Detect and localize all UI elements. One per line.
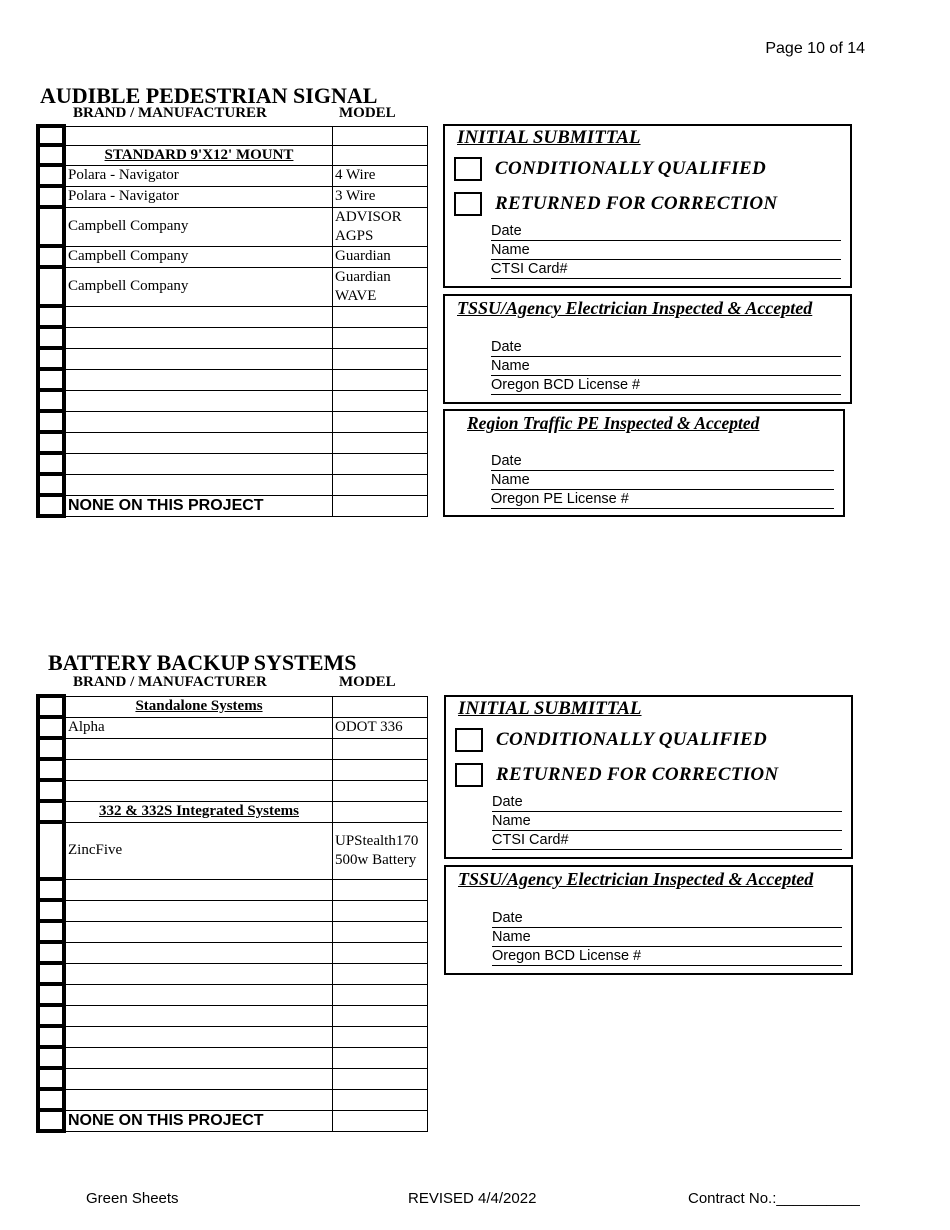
aps-region-name-field[interactable]: Name: [491, 472, 834, 490]
brand-cell: [64, 306, 333, 327]
aps-is-ctsi-card-field[interactable]: CTSI Card#: [491, 261, 841, 279]
model-cell: [333, 801, 428, 822]
brand-cell: [64, 432, 333, 453]
aps-tssu-box: [443, 294, 852, 404]
model-cell: [333, 1089, 428, 1110]
brand-cell: [64, 963, 333, 984]
brand-cell: [64, 1026, 333, 1047]
row-checkbox[interactable]: [38, 186, 64, 207]
brand-cell: [64, 1005, 333, 1026]
model-cell: [333, 411, 428, 432]
model-cell: [333, 1005, 428, 1026]
table-row: [38, 306, 428, 327]
model-cell: [333, 984, 428, 1005]
bbs-is-name-field[interactable]: Name: [492, 813, 842, 831]
table-row: [38, 348, 428, 369]
table-row: [38, 1068, 428, 1089]
table-row: [38, 1089, 428, 1110]
row-checkbox[interactable]: [38, 495, 64, 516]
model-cell: [333, 145, 428, 165]
model-cell: [333, 495, 428, 516]
row-checkbox[interactable]: [38, 453, 64, 474]
table-row: [38, 717, 428, 738]
brand-cell: [64, 942, 333, 963]
row-checkbox[interactable]: [38, 1089, 64, 1110]
aps-initial-submittal-title: INITIAL SUBMITTAL: [457, 127, 641, 148]
bbs-model-header: MODEL: [339, 674, 396, 690]
model-cell: [333, 432, 428, 453]
brand-cell: ZincFive: [64, 822, 333, 879]
table-row: [38, 921, 428, 942]
model-cell: [333, 879, 428, 900]
table-row: [38, 369, 428, 390]
row-checkbox[interactable]: [38, 432, 64, 453]
table-row: [38, 1005, 428, 1026]
none-on-project-cell: NONE ON THIS PROJECT: [64, 1110, 333, 1131]
model-cell: [333, 369, 428, 390]
brand-cell: [64, 411, 333, 432]
aps-tssu-title: TSSU/Agency Electrician Inspected & Accepted: [457, 298, 813, 318]
brand-cell: Campbell Company: [64, 267, 333, 306]
table-row: [38, 1047, 428, 1068]
footer-revised: REVISED 4/4/2022: [408, 1190, 537, 1207]
row-checkbox[interactable]: [38, 963, 64, 984]
aps-tssu-date-field[interactable]: Date: [491, 339, 841, 357]
model-cell: [333, 1068, 428, 1089]
table-row: [38, 822, 428, 879]
bbs-brand-header: BRAND / MANUFACTURER: [73, 674, 267, 690]
bbs-returned-for-correction-checkbox[interactable]: [455, 763, 483, 787]
table-row: [38, 186, 428, 207]
aps-conditionally-qualified-label: CONDITIONALLY QUALIFIED: [495, 158, 766, 179]
brand-cell: [64, 453, 333, 474]
table-row: [38, 432, 428, 453]
bbs-conditionally-qualified-label: CONDITIONALLY QUALIFIED: [496, 729, 767, 750]
brand-cell: [64, 780, 333, 801]
aps-is-date-field[interactable]: Date: [491, 223, 841, 241]
bbs-tssu-date-field[interactable]: Date: [492, 910, 842, 928]
bbs-initial-submittal-title: INITIAL SUBMITTAL: [458, 698, 642, 719]
row-checkbox[interactable]: [38, 801, 64, 822]
row-checkbox[interactable]: [38, 1026, 64, 1047]
table-row: [38, 780, 428, 801]
row-checkbox[interactable]: [38, 984, 64, 1005]
row-checkbox[interactable]: [38, 126, 64, 145]
table-row: [38, 900, 428, 921]
row-checkbox[interactable]: [38, 1068, 64, 1089]
row-checkbox[interactable]: [38, 696, 64, 717]
bbs-initial-submittal-box: [444, 695, 853, 859]
aps-product-table: [36, 124, 428, 518]
model-cell: [333, 306, 428, 327]
table-row: [38, 1026, 428, 1047]
row-checkbox[interactable]: [38, 942, 64, 963]
brand-cell: [64, 921, 333, 942]
model-cell: 4 Wire: [333, 165, 428, 186]
row-checkbox[interactable]: [38, 327, 64, 348]
bbs-product-table: [36, 694, 428, 1133]
row-checkbox[interactable]: [38, 780, 64, 801]
row-checkbox[interactable]: [38, 822, 64, 879]
brand-cell: [64, 879, 333, 900]
brand-cell: Polara - Navigator: [64, 186, 333, 207]
brand-cell: [64, 126, 333, 145]
table-row: [38, 165, 428, 186]
model-cell: [333, 759, 428, 780]
brand-cell: Polara - Navigator: [64, 165, 333, 186]
bbs-is-ctsi-card-field[interactable]: CTSI Card#: [492, 832, 842, 850]
aps-returned-for-correction-checkbox[interactable]: [454, 192, 482, 216]
brand-cell: [64, 327, 333, 348]
row-checkbox[interactable]: [38, 369, 64, 390]
aps-region-title: Region Traffic PE Inspected & Accepted: [467, 413, 760, 433]
row-checkbox[interactable]: [38, 411, 64, 432]
row-checkbox[interactable]: [38, 474, 64, 495]
table-row: [38, 495, 428, 516]
table-row: [38, 879, 428, 900]
bbs-is-date-field[interactable]: Date: [492, 794, 842, 812]
brand-cell: Campbell Company: [64, 246, 333, 267]
model-cell: [333, 963, 428, 984]
model-cell: [333, 921, 428, 942]
aps-initial-submittal-box: [443, 124, 852, 288]
bbs-tssu-name-field[interactable]: Name: [492, 929, 842, 947]
model-cell: 3 Wire: [333, 186, 428, 207]
model-cell: [333, 474, 428, 495]
table-row: [38, 453, 428, 474]
table-row: [38, 390, 428, 411]
aps-returned-for-correction-label: RETURNED FOR CORRECTION: [495, 193, 778, 214]
row-checkbox[interactable]: [38, 900, 64, 921]
table-row: [38, 696, 428, 717]
row-checkbox[interactable]: [38, 879, 64, 900]
model-cell: [333, 942, 428, 963]
row-checkbox[interactable]: [38, 207, 64, 246]
model-cell: [333, 1110, 428, 1131]
model-cell: [333, 900, 428, 921]
model-cell: UPStealth170 500w Battery: [333, 822, 428, 879]
model-cell: [333, 738, 428, 759]
table-row: [38, 738, 428, 759]
model-cell: Guardian: [333, 246, 428, 267]
row-checkbox[interactable]: [38, 717, 64, 738]
bbs-tssu-license-field[interactable]: Oregon BCD License #: [492, 948, 842, 966]
table-row: [38, 126, 428, 145]
aps-tssu-name-field[interactable]: Name: [491, 358, 841, 376]
page-number: Page 10 of 14: [765, 40, 865, 57]
bbs-returned-for-correction-label: RETURNED FOR CORRECTION: [496, 764, 779, 785]
model-cell: [333, 453, 428, 474]
none-on-project-cell: NONE ON THIS PROJECT: [64, 495, 333, 516]
aps-is-name-field[interactable]: Name: [491, 242, 841, 260]
row-checkbox[interactable]: [38, 921, 64, 942]
row-checkbox[interactable]: [38, 1005, 64, 1026]
aps-section-title: AUDIBLE PEDESTRIAN SIGNAL: [40, 83, 378, 108]
bbs-section-title: BATTERY BACKUP SYSTEMS: [48, 650, 357, 675]
brand-cell: Alpha: [64, 717, 333, 738]
table-row: [38, 759, 428, 780]
table-row: [38, 984, 428, 1005]
table-row: [38, 942, 428, 963]
brand-cell: Campbell Company: [64, 207, 333, 246]
table-row: [38, 327, 428, 348]
table-row: [38, 145, 428, 165]
row-checkbox[interactable]: [38, 1047, 64, 1068]
brand-cell: [64, 348, 333, 369]
aps-brand-header: BRAND / MANUFACTURER: [73, 105, 267, 121]
model-cell: ODOT 336: [333, 717, 428, 738]
model-cell: [333, 1026, 428, 1047]
brand-cell: [64, 1047, 333, 1068]
brand-cell: [64, 1089, 333, 1110]
row-checkbox[interactable]: [38, 738, 64, 759]
footer-left: Green Sheets: [86, 1190, 179, 1207]
brand-cell: [64, 369, 333, 390]
table-row: [38, 267, 428, 306]
row-checkbox[interactable]: [38, 145, 64, 165]
row-checkbox[interactable]: [38, 306, 64, 327]
aps-region-box: [443, 409, 845, 517]
brand-cell: [64, 984, 333, 1005]
bbs-tssu-title: TSSU/Agency Electrician Inspected & Accepted: [458, 869, 814, 889]
brand-cell: [64, 474, 333, 495]
aps-region-date-field[interactable]: Date: [491, 453, 834, 471]
row-checkbox[interactable]: [38, 348, 64, 369]
table-row: [38, 207, 428, 246]
aps-conditionally-qualified-checkbox[interactable]: [454, 157, 482, 181]
table-row: [38, 246, 428, 267]
subheading-cell: STANDARD 9'X12' MOUNT: [64, 145, 333, 165]
row-checkbox[interactable]: [38, 759, 64, 780]
brand-cell: [64, 759, 333, 780]
table-row: [38, 963, 428, 984]
model-cell: ADVISOR AGPS: [333, 207, 428, 246]
table-row: [38, 1110, 428, 1131]
aps-model-header: MODEL: [339, 105, 396, 121]
model-cell: [333, 1047, 428, 1068]
brand-cell: [64, 738, 333, 759]
row-checkbox[interactable]: [38, 267, 64, 306]
bbs-tssu-box: [444, 865, 853, 975]
bbs-conditionally-qualified-checkbox[interactable]: [455, 728, 483, 752]
row-checkbox[interactable]: [38, 1110, 64, 1131]
model-cell: [333, 696, 428, 717]
table-row: [38, 801, 428, 822]
model-cell: [333, 780, 428, 801]
subheading-cell: 332 & 332S Integrated Systems: [64, 801, 333, 822]
aps-tssu-license-field[interactable]: Oregon BCD License #: [491, 377, 841, 395]
model-cell: [333, 126, 428, 145]
brand-cell: [64, 1068, 333, 1089]
brand-cell: [64, 390, 333, 411]
row-checkbox[interactable]: [38, 246, 64, 267]
model-cell: [333, 390, 428, 411]
model-cell: Guardian WAVE: [333, 267, 428, 306]
aps-region-license-field[interactable]: Oregon PE License #: [491, 491, 834, 509]
subheading-cell: Standalone Systems: [64, 696, 333, 717]
row-checkbox[interactable]: [38, 165, 64, 186]
model-cell: [333, 327, 428, 348]
model-cell: [333, 348, 428, 369]
table-row: [38, 411, 428, 432]
footer-contract-no: Contract No.:__________: [688, 1190, 860, 1207]
row-checkbox[interactable]: [38, 390, 64, 411]
brand-cell: [64, 900, 333, 921]
table-row: [38, 474, 428, 495]
